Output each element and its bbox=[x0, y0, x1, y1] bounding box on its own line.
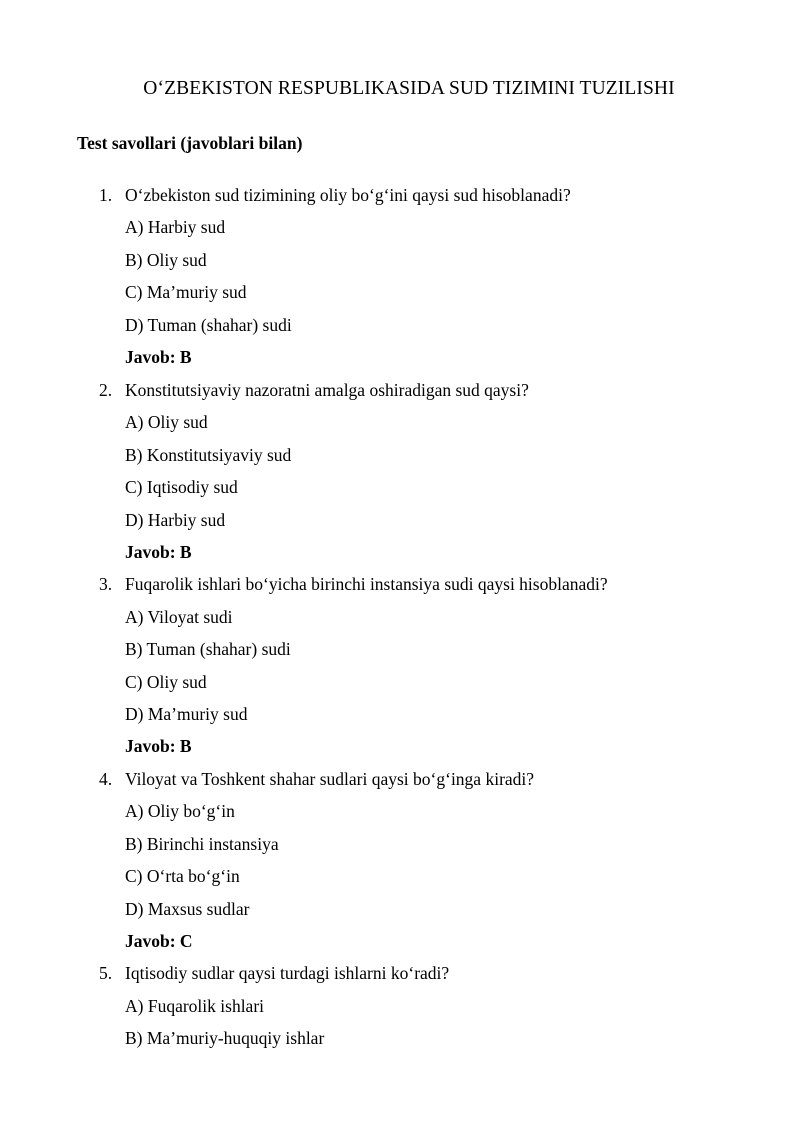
option-a: A) Fuqarolik ishlari bbox=[125, 996, 265, 1016]
option-d: D) Maxsus sudlar bbox=[125, 899, 250, 919]
question-text: Fuqarolik ishlari bo‘yicha birinchi instansiya sudi qaysi hisoblanadi? bbox=[125, 574, 608, 594]
question-number: 2. bbox=[99, 380, 113, 400]
question-number: 3. bbox=[99, 574, 113, 594]
question-text: O‘zbekiston sud tizimining oliy bo‘g‘ini qaysi sud hisoblanadi? bbox=[125, 185, 571, 205]
option-b: B) Konstitutsiyaviy sud bbox=[125, 445, 292, 465]
option-c: C) O‘rta bo‘g‘in bbox=[125, 866, 240, 886]
option-a: A) Viloyat sudi bbox=[125, 607, 233, 627]
option-a: A) Oliy bo‘g‘in bbox=[125, 801, 235, 821]
option-d: D) Harbiy sud bbox=[125, 510, 226, 530]
answer: Javob: B bbox=[125, 736, 192, 756]
option-b: B) Birinchi instansiya bbox=[125, 834, 279, 854]
question-text: Iqtisodiy sudlar qaysi turdagi ishlarni ko‘radi? bbox=[125, 963, 450, 983]
answer: Javob: C bbox=[125, 931, 193, 951]
question-number: 4. bbox=[99, 769, 113, 789]
option-c: C) Ma’muriy sud bbox=[125, 282, 247, 302]
question-text: Konstitutsiyaviy nazoratni amalga oshiradigan sud qaysi? bbox=[125, 380, 529, 400]
option-a: A) Oliy sud bbox=[125, 412, 208, 432]
option-d: D) Ma’muriy sud bbox=[125, 704, 248, 724]
option-a: A) Harbiy sud bbox=[125, 217, 226, 237]
option-b: B) Ma’muriy-huquqiy ishlar bbox=[125, 1028, 325, 1048]
question-number: 5. bbox=[99, 963, 113, 983]
question-number: 1. bbox=[99, 185, 113, 205]
option-c: C) Iqtisodiy sud bbox=[125, 477, 238, 497]
option-c: C) Oliy sud bbox=[125, 672, 207, 692]
option-b: B) Tuman (shahar) sudi bbox=[125, 639, 291, 659]
page-title: O‘ZBEKISTON RESPUBLIKASIDA SUD TIZIMINI TUZILISHI bbox=[143, 78, 675, 99]
section-subtitle: Test savollari (javoblari bilan) bbox=[77, 133, 303, 153]
answer: Javob: B bbox=[125, 347, 192, 367]
option-d: D) Tuman (shahar) sudi bbox=[125, 315, 292, 335]
option-b: B) Oliy sud bbox=[125, 250, 207, 270]
answer: Javob: B bbox=[125, 542, 192, 562]
question-text: Viloyat va Toshkent shahar sudlari qaysi bo‘g‘inga kiradi? bbox=[125, 769, 535, 789]
